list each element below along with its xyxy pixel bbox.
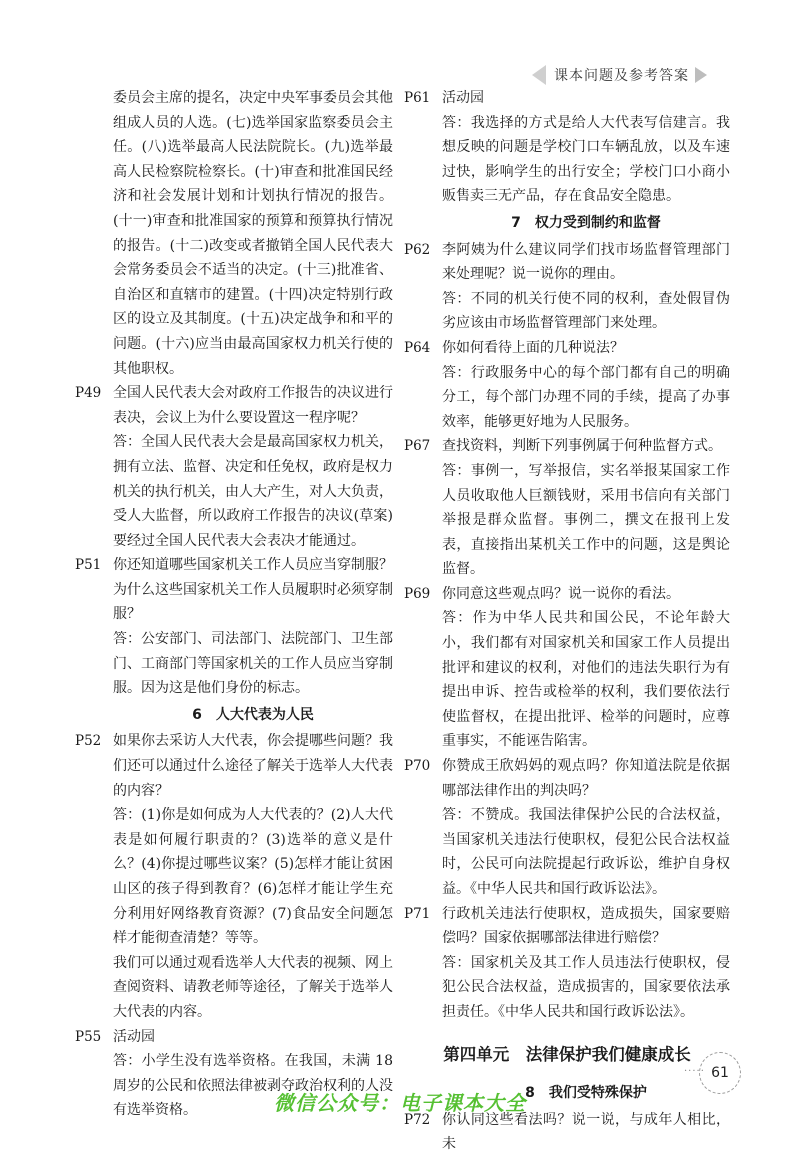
page-ref: P51 xyxy=(75,557,102,574)
answer-text: 答：公安部门、司法部门、法院部门、卫生部门、工商部门等国家机关的工作人员应当穿制服。因为这是他们身份的标志。 xyxy=(113,631,393,697)
qa-p51 xyxy=(75,553,393,627)
qa-p71 xyxy=(404,902,730,951)
header-left-triangle-icon xyxy=(532,65,546,85)
question-text: 全国人民代表大会对政府工作报告的决议进行表决，会议上为什么要设置这一程序呢？ xyxy=(113,385,393,426)
answer-text: 答：全国人民代表大会是最高国家权力机关，拥有立法、监督、决定和任免权，政府是权力机关的执行机关，由人大产生，对人大负责，受人大监督，所以政府工作报告的决议(草案)要经过全国人民代表大会表决才能通过。 xyxy=(113,434,393,549)
section-heading-8: 8 我们受特殊保护 xyxy=(525,1085,647,1102)
question-text: 李阿姨为什么建议同学们找市场监督管理部门来处理呢？说一说你的理由。 xyxy=(442,241,730,283)
page-ref: P52 xyxy=(75,733,102,750)
page-ref: P64 xyxy=(404,339,431,356)
answer-text: 答：小学生没有选举资格。在我国，未满 18 周岁的公民和依照法律被剥夺政治权利的人没有选举资格。 xyxy=(113,1053,393,1119)
page-ref: P71 xyxy=(404,905,431,922)
qa-p70 xyxy=(404,754,730,803)
header-title: 课本问题及参考答案 xyxy=(554,68,689,84)
answer-text: 答：(1)你是如何成为人大代表的？(2)人大代表是如何履行职责的？(3)选举的意义是什么？(4)你提过哪些议案？(5)怎样才能让贫困山区的孩子得到教育？(6)怎样才能让学生充分利用好网络教育资源？(7)食品安全问题怎样才能彻查清楚？等等。 xyxy=(113,807,393,947)
qa-p55 xyxy=(75,1025,393,1050)
question-text: 活动园 xyxy=(442,90,484,106)
qa-p62 xyxy=(404,238,730,287)
question-text: 查找资料，判断下列事例属于何种监督方式。 xyxy=(442,438,722,455)
unit-heading: 第四单元 法律保护我们健康成长 xyxy=(443,1044,691,1064)
page-ref: P55 xyxy=(75,1028,102,1045)
page-ref: P61 xyxy=(404,90,431,106)
answer-text-continued: 我们可以通过观看选举人大代表的视频、网上查阅资料、请教老师等途径，了解关于选举人大代表的内容。 xyxy=(113,954,393,1020)
page-ref: P49 xyxy=(75,385,102,402)
left-column xyxy=(75,86,393,1123)
question-text: 你赞成王欣妈妈的观点吗？你知道法院是依据哪部法律作出的判决吗？ xyxy=(442,758,730,799)
qa-p52 xyxy=(75,729,393,803)
answer-text: 答：不同的机关行使不同的权利，查处假冒伪劣应该由市场监督管理部门来处理。 xyxy=(442,290,730,332)
question-text: 如果你去采访人大代表，你会提哪些问题？我们还可以通过什么途径了解关于选举人大代表的内容？ xyxy=(113,733,393,799)
page-ref: P67 xyxy=(404,438,431,455)
decorative-dots-icon: ····· xyxy=(684,1066,705,1077)
answer-text: 答：作为中华人民共和国公民，不论年龄大小，我们都有对国家机关和国家工作人员提出批评和建议的权利，对他们的违法失职行为有提出申诉、控告或检举的权利，我们要依法行使监督权，在提出批评、检举的问题时，应尊重事实，不能诬告陷害。 xyxy=(442,610,730,750)
page-ref: P62 xyxy=(404,241,431,258)
page-header xyxy=(532,62,728,88)
qa-p64 xyxy=(404,336,730,361)
watermark: 微信公众号：电子课本大全 xyxy=(274,1091,526,1115)
section-heading-6: 6 人大代表为人民 xyxy=(192,706,314,723)
qa-p61 xyxy=(404,86,730,111)
question-text: 你认同这些看法吗？说一说，与成年人相比，未 xyxy=(442,1111,730,1153)
question-text: 你同意这些观点吗？说一说你的看法。 xyxy=(442,585,680,602)
answer-text: 答：我选择的方式是给人大代表写信建言。我想反映的问题是学校门口车辆乱放，以及车速过快，影响学生的出行安全；学校门口小商小贩售卖三无产品，存在食品安全隐患。 xyxy=(442,114,730,205)
page-number-text: 61 xyxy=(711,1065,729,1081)
answer-text: 答：不赞成。我国法律保护公民的合法权益，当国家机关违法行使职权，侵犯公民合法权益时，公民可向法院提起行政诉讼，维护自身权益。《中华人民共和国行政诉讼法》。 xyxy=(442,807,730,897)
qa-p67 xyxy=(404,434,730,459)
qa-p49 xyxy=(75,381,393,430)
qa-p69 xyxy=(404,582,730,607)
question-text: 活动园 xyxy=(113,1028,155,1045)
question-text: 你如何看待上面的几种说法？ xyxy=(442,339,624,356)
page-ref: P69 xyxy=(404,585,431,602)
right-column xyxy=(404,86,730,1157)
header-right-triangle-icon xyxy=(695,67,707,83)
page-ref: P72 xyxy=(404,1111,431,1128)
answer-text: 答：行政服务中心的每个部门都有自己的明确分工，每个部门办理不同的手续，提高了办事效率，能够更好地为人民服务。 xyxy=(442,364,730,430)
question-text: 行政机关违法行使职权，造成损失，国家要赔偿吗？国家依据哪部法律进行赔偿？ xyxy=(442,905,730,947)
continued-answer-text: 委员会主席的提名，决定中央军事委员会其他组成人员的人选。(七)选举国家监察委员会主任。(八)选举最高人民法院院长。(九)选举最高人民检察院检察长。(十)审查和批准国民经济和社会发展计划和计划执行情况的报告。(十一)审查和批准国家的预算和预算执行情况的报告。(十二)改变或者撤销全国人民代表大会常务委员会不适当的决定。(十三)批准省、自治区和直辖市的建置。(十四)决定特别行政区的设立及其制度。(十五)决定战争和和平的问题。(十六)应当由最高国家权力机关行使的其他职权。 xyxy=(113,90,393,377)
answer-text: 答：国家机关及其工作人员违法行使职权，侵犯公民合法权益，造成损害的，国家要依法承担责任。《中华人民共和国行政诉讼法》。 xyxy=(442,954,730,1020)
answer-text: 答：事例一，写举报信，实名举报某国家工作人员收取他人巨额钱财，采用书信向有关部门举报是群众监督。事例二，撰文在报刊上发表，直接指出某机关工作中的问题，这是舆论监督。 xyxy=(442,462,730,578)
question-text: 你还知道哪些国家机关工作人员应当穿制服？为什么这些国家机关工作人员履职时必须穿制服？ xyxy=(113,557,393,623)
section-heading-7: 7 权力受到制约和监督 xyxy=(511,214,661,231)
page-ref: P70 xyxy=(404,758,431,775)
